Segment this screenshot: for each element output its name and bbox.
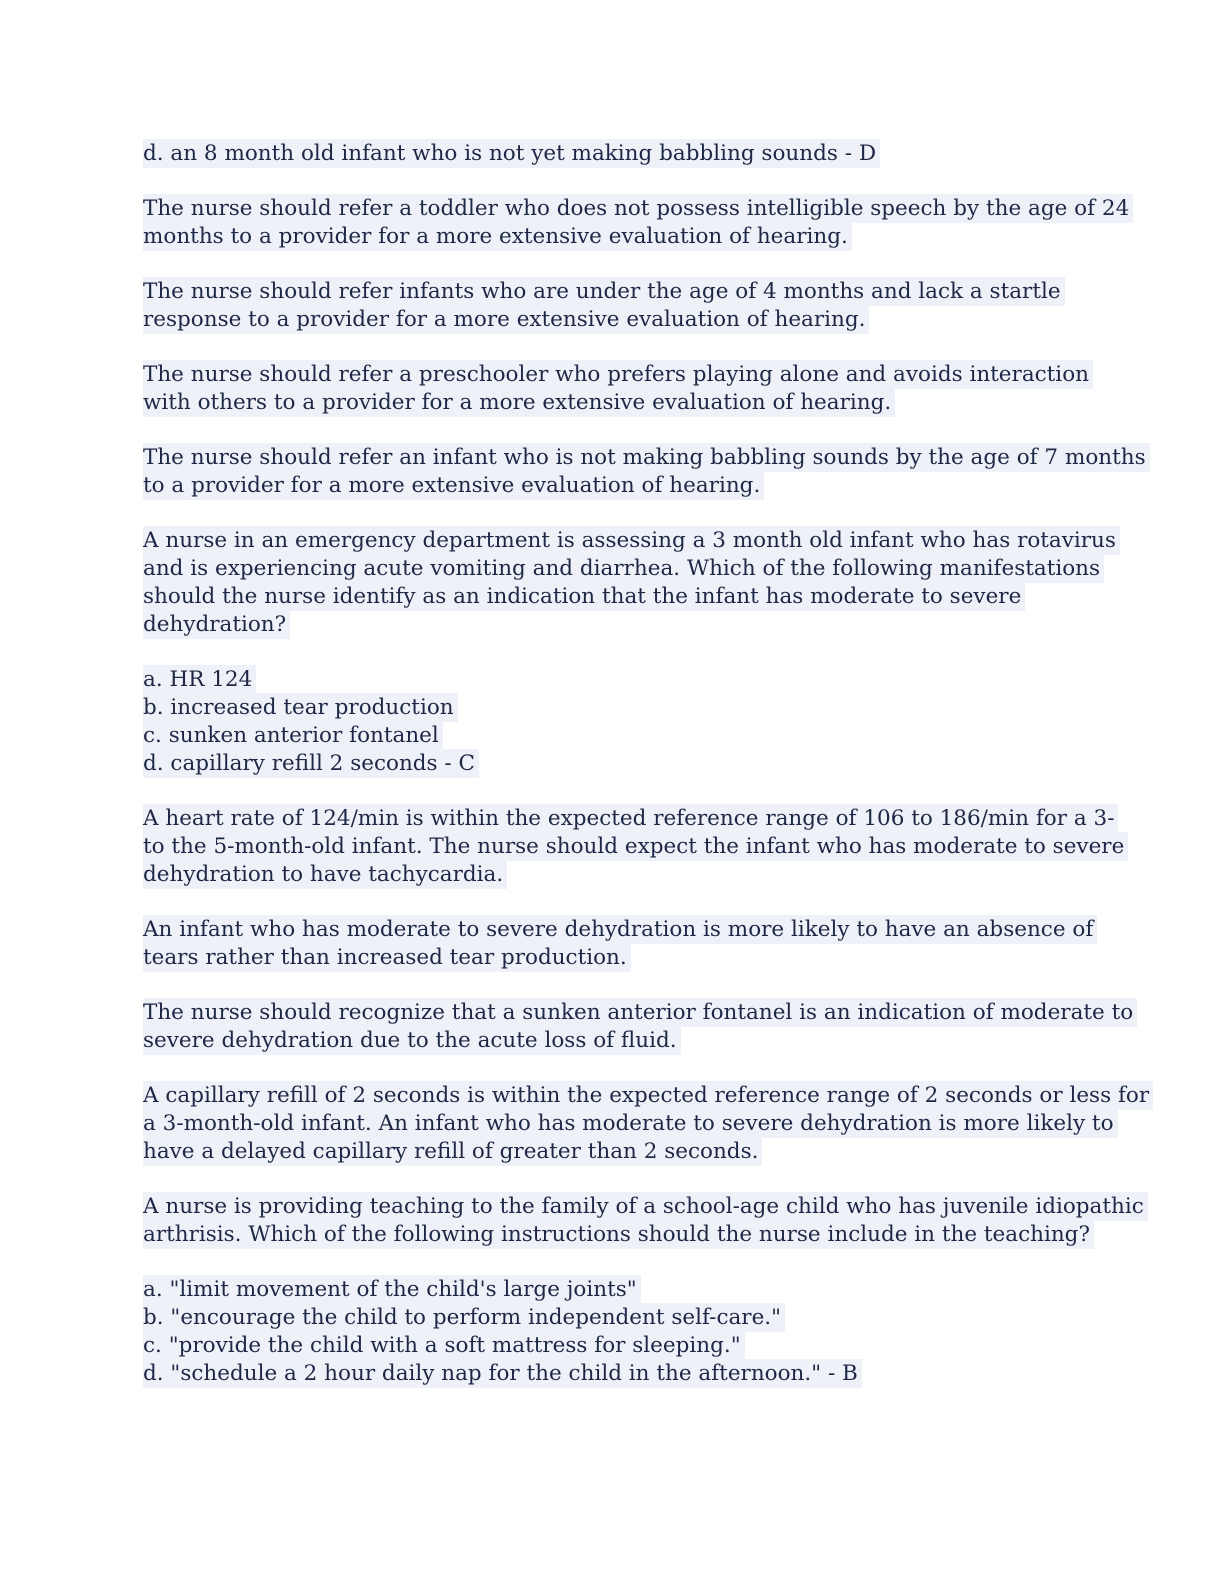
answer-options	[143, 1276, 1083, 1388]
text-line: A capillary refill of 2 seconds is within the expected reference range of 2 seconds or less for	[143, 1081, 1153, 1110]
text-line: An infant who has moderate to severe dehydration is more likely to have an absence of	[143, 915, 1097, 944]
option-d: d. capillary refill 2 seconds - C	[143, 749, 479, 778]
text-line: dehydration to have tachycardia.	[143, 860, 507, 889]
text-line: The nurse should refer a toddler who does not possess intelligible speech by the age of 24	[143, 194, 1133, 223]
option-b: b. increased tear production	[143, 693, 458, 722]
text-line: response to a provider for a more extensive evaluation of hearing.	[143, 305, 869, 334]
question-paragraph	[143, 1193, 1144, 1249]
option-c: c. sunken anterior fontanel	[143, 721, 443, 750]
text-line: with others to a provider for a more extensive evaluation of hearing.	[143, 388, 895, 417]
text-line: and is experiencing acute vomiting and diarrhea. Which of the following manifestations	[143, 554, 1104, 583]
text-line: A heart rate of 124/min is within the expected reference range of 106 to 186/min for a 3-	[143, 804, 1118, 833]
option-b: b. "encourage the child to perform independent self-care."	[143, 1303, 785, 1332]
text-line: A nurse is providing teaching to the family of a school-age child who has juvenile idiopathic	[143, 1192, 1148, 1221]
option-a: a. HR 124	[143, 665, 256, 694]
rationale-paragraph	[143, 361, 1089, 417]
text-line: The nurse should refer an infant who is not making babbling sounds by the age of 7 months	[143, 443, 1150, 472]
rationale-paragraph	[143, 916, 1094, 972]
rationale-paragraph	[143, 805, 1125, 889]
option-c: c. "provide the child with a soft mattress for sleeping."	[143, 1331, 745, 1360]
text-line: to the 5-month-old infant. The nurse should expect the infant who has moderate to severe	[143, 832, 1128, 861]
text-line: dehydration?	[143, 610, 290, 639]
text-line: A nurse in an emergency department is assessing a 3 month old infant who has rotavirus	[143, 526, 1120, 555]
text-line: tears rather than increased tear production.	[143, 943, 631, 972]
rationale-paragraph	[143, 999, 1134, 1055]
rationale-paragraph	[143, 1082, 1150, 1166]
text-line: severe dehydration due to the acute loss of fluid.	[143, 1026, 681, 1055]
text-line: The nurse should refer infants who are under the age of 4 months and lack a startle	[143, 277, 1065, 306]
text-line: months to a provider for a more extensive evaluation of hearing.	[143, 222, 852, 251]
text-line: should the nurse identify as an indication that the infant has moderate to severe	[143, 582, 1025, 611]
text-line: have a delayed capillary refill of greater than 2 seconds.	[143, 1137, 762, 1166]
answer-options	[143, 666, 1083, 778]
rationale-paragraph	[143, 195, 1130, 251]
text-line: The nurse should refer a preschooler who prefers playing alone and avoids interaction	[143, 360, 1093, 389]
question-paragraph	[143, 527, 1116, 639]
document-page	[143, 140, 1150, 1388]
answer-line	[143, 140, 1083, 168]
rationale-paragraph	[143, 444, 1146, 500]
text-line: d. an 8 month old infant who is not yet making babbling sounds - D	[143, 139, 880, 168]
text-line: arthrisis. Which of the following instructions should the nurse include in the teaching?	[143, 1220, 1094, 1249]
text-line: The nurse should recognize that a sunken anterior fontanel is an indication of moderate to	[143, 998, 1137, 1027]
option-a: a. "limit movement of the child's large joints"	[143, 1275, 641, 1304]
option-d: d. "schedule a 2 hour daily nap for the child in the afternoon." - B	[143, 1359, 862, 1388]
text-line: to a provider for a more extensive evaluation of hearing.	[143, 471, 764, 500]
rationale-paragraph	[143, 278, 1083, 334]
text-line: a 3-month-old infant. An infant who has moderate to severe dehydration is more likely to	[143, 1109, 1118, 1138]
